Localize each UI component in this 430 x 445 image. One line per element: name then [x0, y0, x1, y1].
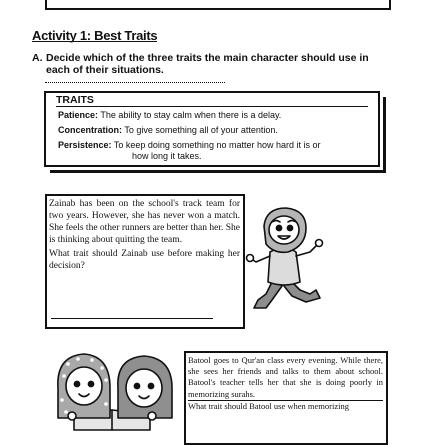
activity-title [32, 28, 157, 43]
story-box-batool [184, 351, 388, 445]
dotted-divider [45, 82, 225, 83]
story-question: What trait should Zainab use before making her decision? [49, 249, 240, 271]
running-girl-icon [244, 204, 330, 316]
answer-line[interactable] [51, 318, 213, 319]
story-paragraph: Zainab has been on the school's track team for two years. However, she has never won a match. She feels the other runners are better than her. She is thinking about quitting the team. [49, 199, 240, 245]
activity-title-text: Activity 1: Best Traits [32, 28, 158, 43]
trait-name: Concentration: [58, 125, 122, 135]
instruction-line-2: each of their situations. [46, 64, 164, 76]
story-paragraph: Batool goes to Qur'an class every evening. While there, she sees her friends and talks to them about school. Batool's teacher tells her that she is doing poorly in memorizing surahs. [188, 355, 383, 399]
trait-definition-cont: how long it takes. [132, 150, 202, 161]
story-question: What trait should Batool use when memorizing [188, 400, 349, 411]
trait-definition: To give something all of your attention. [124, 125, 278, 135]
activity-title-underline [32, 41, 157, 42]
trait-definition: The ability to stay calm when there is a delay. [100, 110, 282, 120]
trait-patience [58, 110, 281, 121]
trait-name: Patience: [58, 110, 99, 120]
story-text [49, 198, 240, 272]
trait-definition: To keep doing something no matter how hard it is or [113, 140, 321, 150]
page-header [45, 0, 391, 10]
two-girls-icon [44, 348, 182, 430]
trait-persistence [58, 140, 321, 161]
trait-concentration [58, 125, 278, 136]
story-box-zainab [45, 194, 245, 329]
trait-name: Persistence: [58, 140, 112, 150]
traits-box [44, 91, 380, 167]
traits-heading: TRAITS [56, 94, 94, 106]
instruction [32, 52, 392, 76]
traits-rule [56, 106, 368, 107]
story-text [188, 355, 383, 412]
instruction-letter: A. [32, 52, 43, 64]
instruction-line-1: Decide which of the three traits the main character should use in [46, 52, 369, 64]
